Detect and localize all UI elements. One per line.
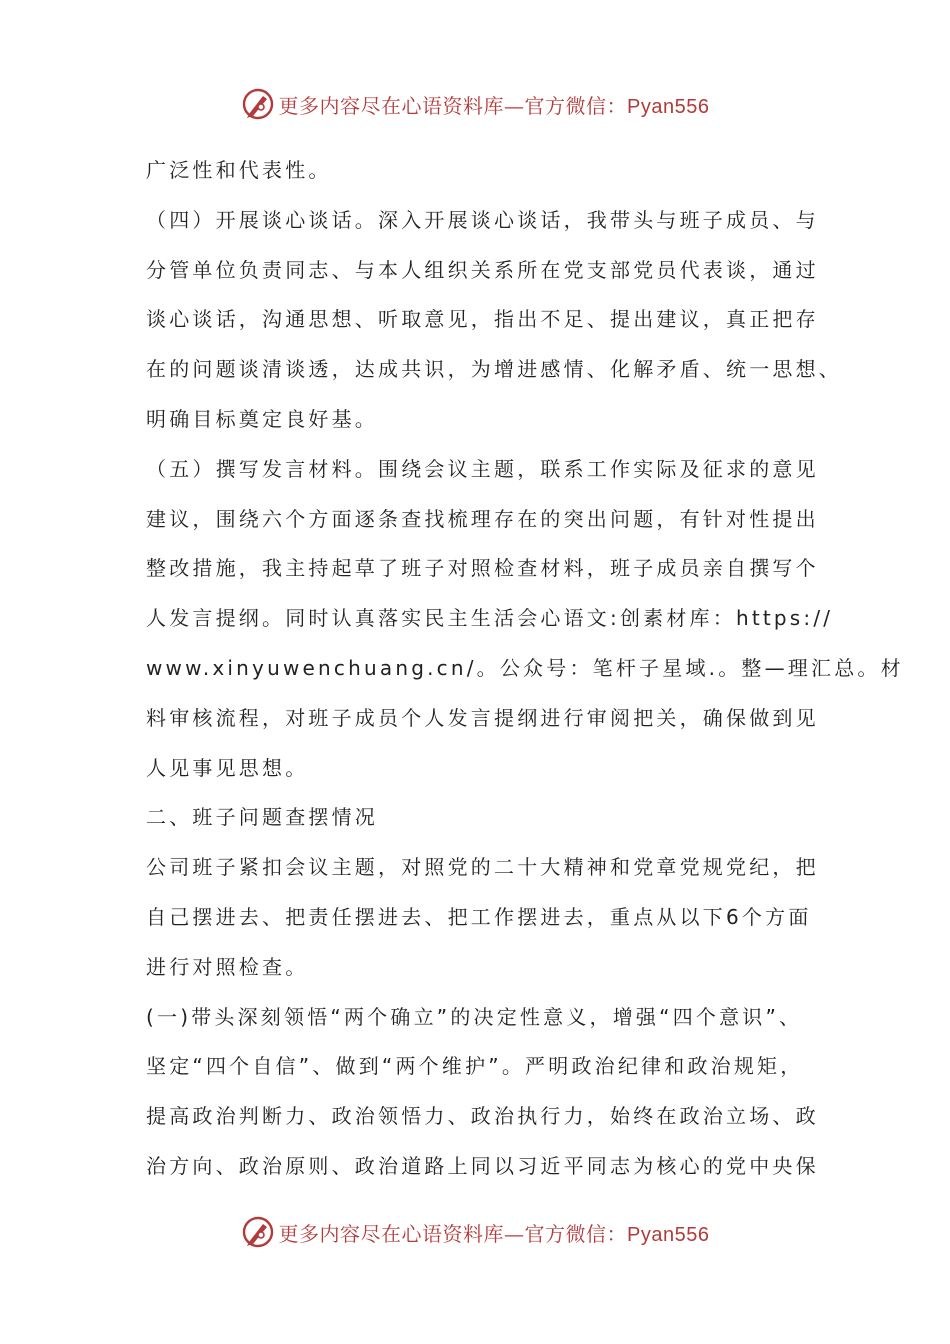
- text-line: 自己摆进去、把责任摆进去、把工作摆进去，重点从以下6个方面: [146, 904, 812, 929]
- text-line: (一)带头深刻领悟“两个确立”的决定性意义，增强“四个意识”、: [146, 1004, 803, 1029]
- pen-logo-icon: [241, 87, 275, 121]
- watermark-banner-top: [0, 82, 950, 126]
- text-line: 整改措施，我主持起草了班子对照检查材料，班子成员亲自撰写个: [146, 556, 819, 581]
- text-line: 人见事见思想。: [146, 755, 309, 780]
- text-line: 分管单位负责同志、与本人组织关系所在党支部党员代表谈，通过: [146, 257, 819, 282]
- text-line: 谈心谈话，沟通思想、听取意见，指出不足、提出建议，真正把存: [146, 307, 819, 332]
- text-line: 治方向、政治原则、政治道路上同以习近平同志为核心的党中央保: [146, 1153, 819, 1178]
- text-line: 进行对照检查。: [146, 954, 309, 979]
- text-line: 公司班子紧扣会议主题，对照党的二十大精神和党章党规党纪，把: [146, 855, 819, 880]
- watermark-text: 更多内容尽在心语资料库—官方微信：Pyan556: [278, 93, 710, 118]
- pen-logo-icon: [241, 1215, 275, 1249]
- text-line: （四）开展谈心谈话。深入开展谈心谈话，我带头与班子成员、与: [146, 207, 819, 232]
- watermark-text: 更多内容尽在心语资料库—官方微信：Pyan556: [278, 1221, 710, 1246]
- text-line: 广泛性和代表性。: [146, 158, 332, 182]
- text-line: 料审核流程，对班子成员个人发言提纲进行审阅把关，确保做到见: [146, 705, 819, 730]
- section-heading: 二、班子问题查摆情况: [146, 805, 378, 830]
- watermark-banner-bottom: [0, 1210, 950, 1254]
- text-line: 明确目标奠定良好基。: [146, 406, 378, 431]
- text-line: www.xinyuwenchuang.cn/。公众号：笔杆子星域.。整—理汇总。材: [146, 655, 904, 680]
- text-line: 在的问题谈清谈透，达成共识，为增进感情、化解矛盾、统一思想、: [146, 357, 842, 382]
- text-line: 人发言提纲。同时认真落实民主生活会心语文:创素材库：https://: [146, 606, 834, 631]
- text-line: （五）撰写发言材料。围绕会议主题，联系工作实际及征求的意见: [146, 456, 819, 481]
- text-line: 提高政治判断力、政治领悟力、政治执行力，始终在政治立场、政: [146, 1104, 819, 1129]
- text-line: 坚定“四个自信”、做到“两个维护”。严明政治纪律和政治规矩，: [146, 1054, 804, 1079]
- document-body: [146, 146, 904, 1192]
- text-line: 建议，围绕六个方面逐条查找梳理存在的突出问题，有针对性提出: [146, 506, 819, 531]
